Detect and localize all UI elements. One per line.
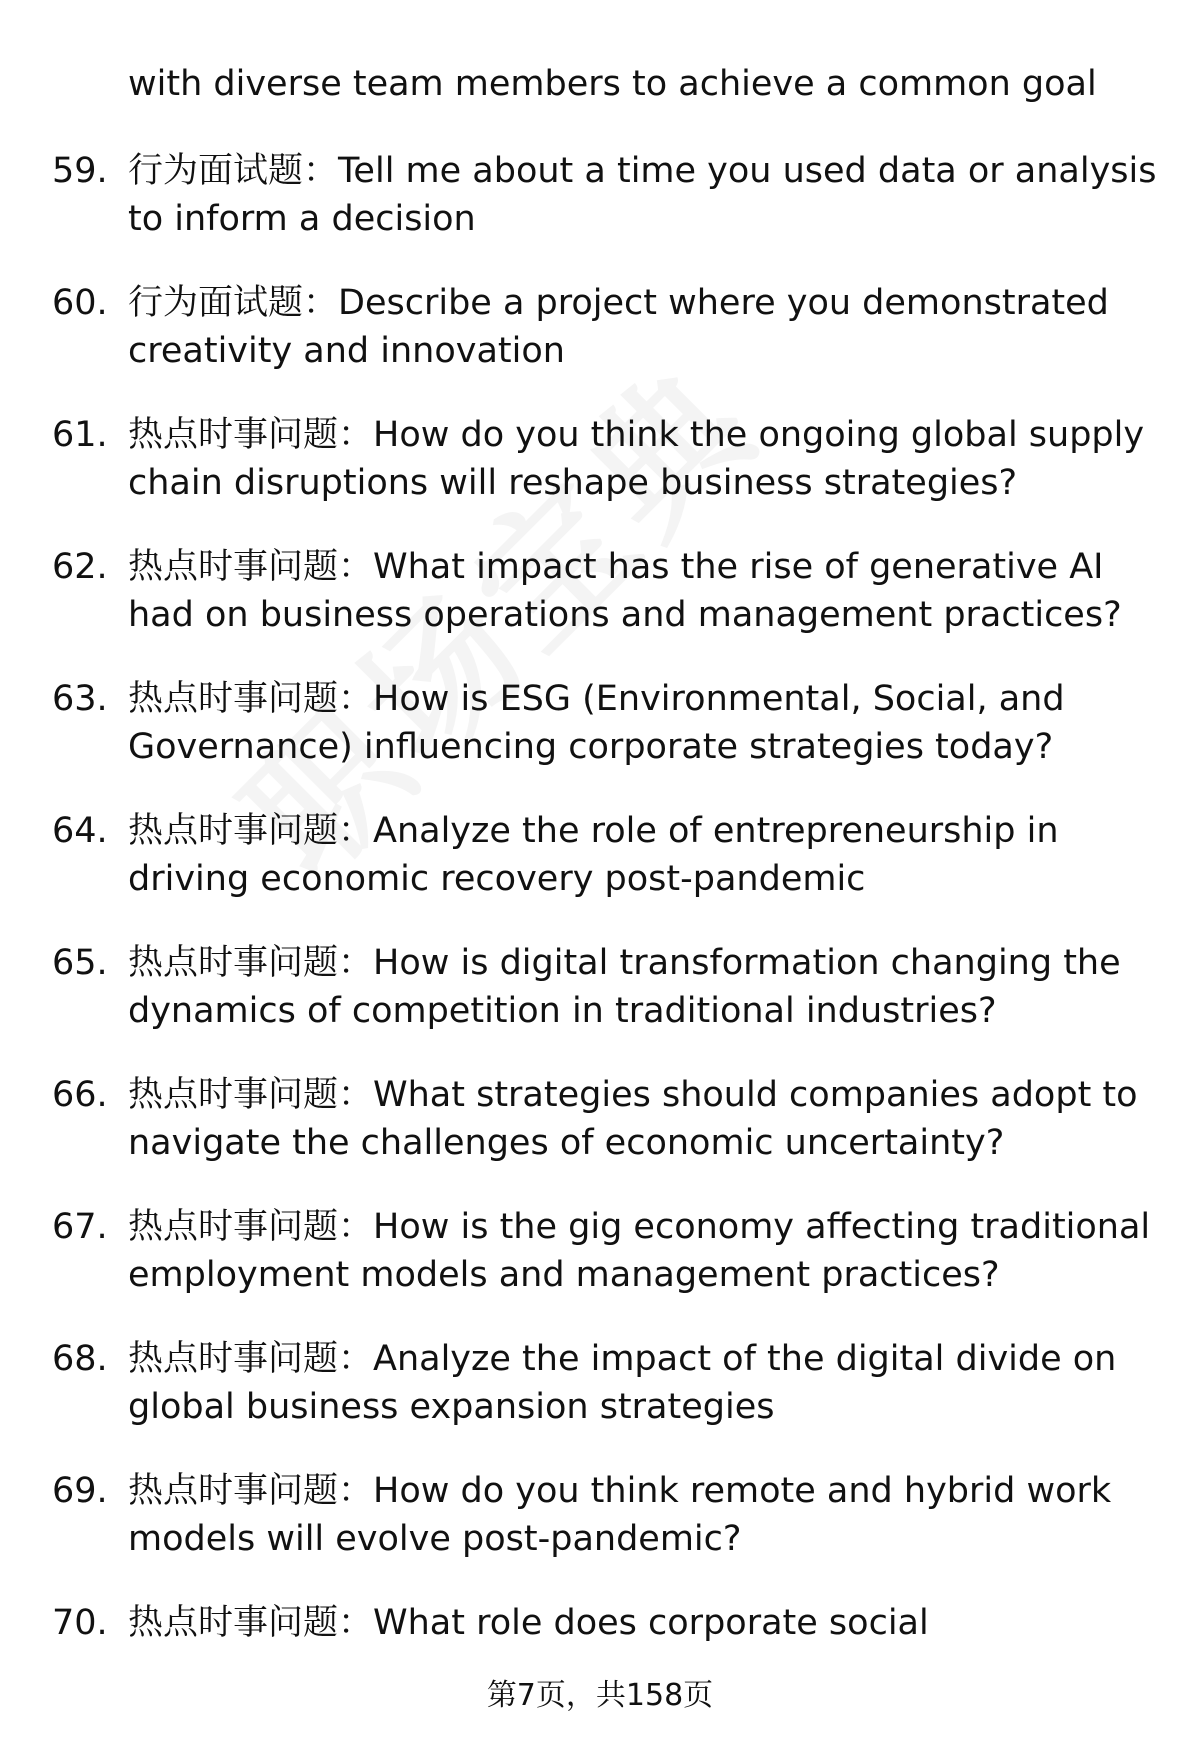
continuation-text: with diverse team members to achieve a common goal [128, 64, 1097, 104]
question-line: 行为面试题：Describe a project where you demonstrated [128, 283, 1109, 323]
question-line: creativity and innovation [128, 331, 565, 371]
question-text [128, 1203, 1168, 1299]
question-line: dynamics of competition in traditional industries? [128, 991, 997, 1031]
question-number: 63. [52, 679, 108, 719]
question-text [128, 807, 1168, 903]
question-number: 60. [52, 283, 108, 323]
question-number: 65. [52, 943, 108, 983]
question-text [128, 411, 1168, 507]
question-line: navigate the challenges of economic uncertainty? [128, 1123, 1005, 1163]
question-line: 热点时事问题：How do you think remote and hybrid work [128, 1471, 1112, 1511]
question-line: had on business operations and management practices? [128, 595, 1122, 635]
question-text [128, 939, 1168, 1035]
question-line: global business expansion strategies [128, 1387, 775, 1427]
question-line: Governance) influencing corporate strategies today? [128, 727, 1054, 767]
question-line: employment models and management practices? [128, 1255, 1000, 1295]
question-line: driving economic recovery post-pandemic [128, 859, 866, 899]
question-number: 64. [52, 811, 108, 851]
question-line: to inform a decision [128, 199, 476, 239]
question-line: chain disruptions will reshape business strategies? [128, 463, 1018, 503]
question-text [128, 1599, 1168, 1647]
page-footer: 第7页，共158页 [486, 1678, 714, 1713]
question-line: 热点时事问题：How do you think the ongoing global supply [128, 415, 1145, 455]
question-line: 热点时事问题：How is ESG (Environmental, Social, and [128, 679, 1065, 719]
question-number: 67. [52, 1207, 108, 1247]
question-text [128, 1335, 1168, 1431]
question-line: 热点时事问题：What role does corporate social [128, 1603, 929, 1643]
question-text [128, 147, 1168, 243]
question-text [128, 543, 1168, 639]
question-line: 热点时事问题：How is the gig economy affecting traditional [128, 1207, 1151, 1247]
question-text [128, 1071, 1168, 1167]
question-text [128, 279, 1168, 375]
question-text [128, 675, 1168, 771]
question-number: 61. [52, 415, 108, 455]
question-line: 热点时事问题：Analyze the role of entrepreneurship in [128, 811, 1059, 851]
question-line: 热点时事问题：Analyze the impact of the digital divide on [128, 1339, 1117, 1379]
question-number: 62. [52, 547, 108, 587]
question-number: 59. [52, 151, 108, 191]
question-number: 68. [52, 1339, 108, 1379]
question-text [128, 1467, 1168, 1563]
question-line: models will evolve post-pandemic? [128, 1519, 742, 1559]
question-number: 70. [52, 1603, 108, 1643]
question-line: 热点时事问题：What strategies should companies adopt to [128, 1075, 1138, 1115]
question-line: 热点时事问题：How is digital transformation changing the [128, 943, 1121, 983]
question-number: 69. [52, 1471, 108, 1511]
question-line: 行为面试题：Tell me about a time you used data or analysis [128, 151, 1157, 191]
question-number: 66. [52, 1075, 108, 1115]
question-line: 热点时事问题：What impact has the rise of generative AI [128, 547, 1104, 587]
